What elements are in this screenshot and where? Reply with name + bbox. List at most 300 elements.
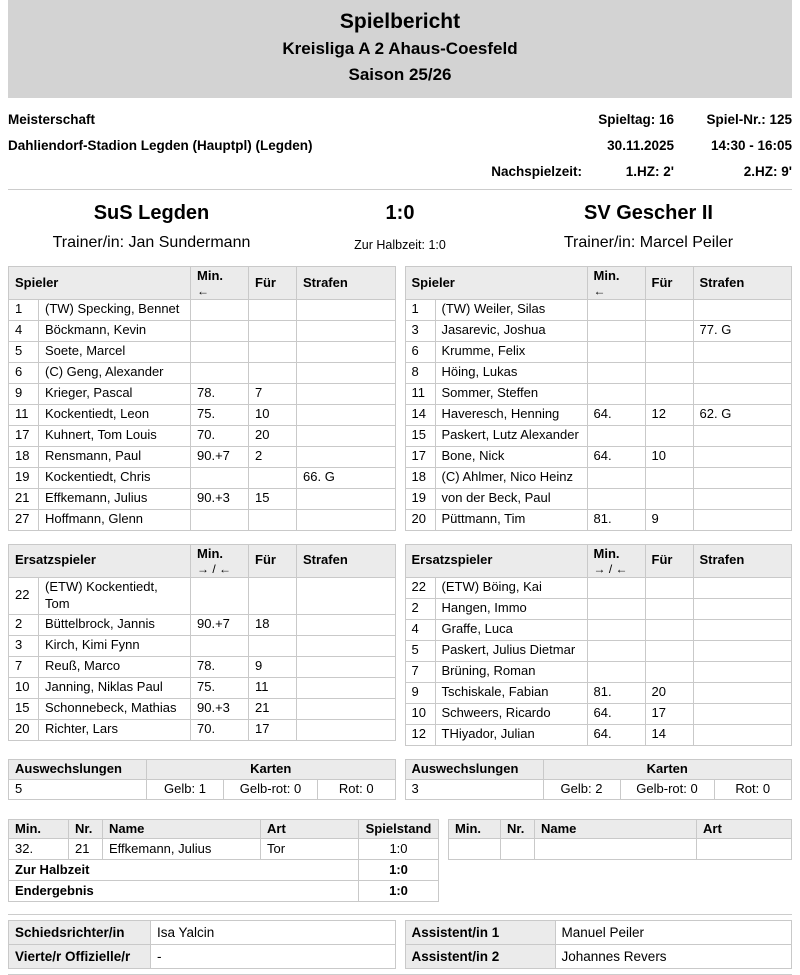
cell-strafen: [297, 362, 395, 383]
table-row: [405, 640, 792, 661]
cell-strafen: 77. G: [693, 320, 791, 341]
yellow-red-cards: Gelb-rot: 0: [224, 779, 318, 799]
match-score: 1:0: [385, 202, 415, 224]
match-number-label: Spiel-Nr.: 125: [706, 112, 792, 127]
match-info-left: [8, 107, 312, 185]
cell-name: [535, 839, 697, 860]
sub-inout-arrows-icon: → / ←: [593, 561, 628, 576]
date-row: [491, 133, 792, 159]
fourth-official-name: -: [151, 945, 396, 969]
cell-min: 70.: [191, 425, 249, 446]
min-label: Min.: [197, 268, 224, 283]
table-row: [9, 509, 396, 530]
cell-nr: 15: [405, 425, 435, 446]
match-time: 14:30 - 16:05: [710, 138, 792, 153]
cell-fuer: [249, 341, 297, 362]
halftime-score: Zur Halbzeit: 1:0: [354, 238, 446, 252]
min-label: Min.: [593, 268, 620, 283]
cell-min: [587, 425, 645, 446]
cell-name: Tschiskale, Fabian: [435, 682, 587, 703]
cell-name: Paskert, Lutz Alexander: [435, 425, 587, 446]
cell-nr: 22: [9, 577, 39, 614]
cell-name: Kuhnert, Tom Louis: [39, 425, 191, 446]
cell-fuer: 17: [249, 719, 297, 740]
final-result-row: [9, 881, 439, 902]
final-result-label: Endergebnis: [9, 881, 359, 902]
cell-min: 64.: [587, 703, 645, 724]
cell-min: 81.: [587, 682, 645, 703]
table-row: [9, 921, 396, 945]
goal-name-header: Name: [535, 819, 697, 839]
cell-strafen: [693, 577, 792, 598]
cell-art: Tor: [261, 839, 359, 860]
fourth-official-label: Vierte/r Offizielle/r: [9, 945, 151, 969]
cell-name: Büttelbrock, Jannis: [39, 614, 191, 635]
cell-fuer: [645, 488, 693, 509]
match-date: 30.11.2025: [607, 138, 674, 153]
table-row: [9, 677, 396, 698]
table-row: [9, 635, 396, 656]
cell-nr: 14: [405, 404, 435, 425]
substitutions-count: 3: [405, 779, 543, 799]
cell-strafen: [693, 383, 791, 404]
cell-nr: [501, 839, 535, 860]
cell-name: (ETW) Kockentiedt, Tom: [39, 577, 191, 614]
cell-strafen: [297, 299, 395, 320]
table-row: [405, 945, 792, 969]
cell-name: Bone, Nick: [435, 446, 587, 467]
cell-fuer: [645, 661, 693, 682]
goal-nr-header: Nr.: [69, 819, 103, 839]
cell-fuer: 11: [249, 677, 297, 698]
cell-fuer: [645, 598, 693, 619]
table-row: [9, 698, 396, 719]
cell-min: [587, 299, 645, 320]
cell-min: [587, 383, 645, 404]
cell-fuer: [249, 320, 297, 341]
cell-name: (ETW) Böing, Kai: [435, 577, 587, 598]
fuer-column-header: Für: [249, 267, 297, 300]
cell-strafen: [297, 635, 396, 656]
cell-strafen: [693, 509, 791, 530]
table-row: [405, 488, 792, 509]
table-row: [405, 619, 792, 640]
cell-nr: 4: [405, 619, 435, 640]
cell-min: [587, 467, 645, 488]
table-header-row: [449, 819, 792, 839]
strafen-column-header: Strafen: [693, 544, 792, 577]
cell-min: [191, 467, 249, 488]
cell-fuer: [645, 640, 693, 661]
cell-name: Paskert, Julius Dietmar: [435, 640, 587, 661]
cell-strafen: [297, 509, 395, 530]
substitutions-header: Auswechslungen: [405, 759, 543, 779]
home-goals-table: [8, 819, 439, 903]
strafen-column-header: Strafen: [693, 267, 791, 300]
cell-strafen: [297, 656, 396, 677]
table-row: [405, 577, 792, 598]
sub-out-arrow-icon: ←: [197, 283, 210, 298]
substitutions-header: Auswechslungen: [9, 759, 147, 779]
cell-name: Soete, Marcel: [39, 341, 191, 362]
match-info: [8, 107, 792, 185]
cell-min: 75.: [191, 677, 249, 698]
halftime-row: [9, 860, 439, 881]
cell-name: Schonnebeck, Mathias: [39, 698, 191, 719]
min-label: Min.: [197, 545, 223, 561]
cell-nr: 3: [405, 320, 435, 341]
goal-art-header: Art: [697, 819, 792, 839]
assistant1-label: Assistent/in 1: [405, 921, 555, 945]
table-row: [405, 467, 792, 488]
divider-top: [8, 189, 792, 190]
cell-min: [587, 488, 645, 509]
teams-score-section: [8, 200, 792, 252]
cell-fuer: [249, 577, 297, 614]
cell-min: 78.: [191, 383, 249, 404]
goal-min-header: Min.: [9, 819, 69, 839]
cell-strafen: [297, 677, 396, 698]
cell-strafen: [693, 362, 791, 383]
players-column-header: Spieler: [9, 267, 191, 300]
cell-min: [191, 362, 249, 383]
min-column-header: [587, 267, 645, 300]
cell-fuer: 7: [249, 383, 297, 404]
cell-nr: 18: [405, 467, 435, 488]
cell-nr: 19: [405, 488, 435, 509]
assistant2-label: Assistent/in 2: [405, 945, 555, 969]
strafen-column-header: Strafen: [297, 267, 395, 300]
cell-nr: 11: [405, 383, 435, 404]
cell-name: Krumme, Felix: [435, 341, 587, 362]
cell-min: [587, 661, 645, 682]
cell-min: [191, 299, 249, 320]
substitutes-section: [8, 544, 792, 746]
min-label: Min.: [593, 545, 620, 561]
cell-nr: 9: [405, 682, 435, 703]
red-cards: Rot: 0: [318, 779, 396, 799]
cell-min: 90.+3: [191, 698, 249, 719]
cell-nr: 20: [9, 719, 39, 740]
cell-fuer: [645, 341, 693, 362]
cell-fuer: [249, 299, 297, 320]
cell-nr: 12: [405, 724, 435, 745]
cell-strafen: [297, 446, 395, 467]
cell-name: Püttmann, Tim: [435, 509, 587, 530]
cards-header: Karten: [147, 759, 396, 779]
goal-min-header: Min.: [449, 819, 501, 839]
cell-nr: 11: [9, 404, 39, 425]
cell-nr: 5: [9, 341, 39, 362]
cell-nr: 6: [405, 341, 435, 362]
cell-fuer: 15: [249, 488, 297, 509]
cell-name: Kirch, Kimi Fynn: [39, 635, 191, 656]
table-header-row: [9, 267, 396, 300]
away-starters-body: [405, 299, 792, 530]
table-header-row: [405, 759, 792, 779]
home-subs-body: [9, 577, 396, 740]
cell-fuer: 18: [249, 614, 297, 635]
cell-nr: 19: [9, 467, 39, 488]
cell-name: (TW) Specking, Bennet: [39, 299, 191, 320]
cell-fuer: 12: [645, 404, 693, 425]
table-row: [405, 446, 792, 467]
table-row: [405, 341, 792, 362]
table-row: [405, 703, 792, 724]
cell-min: 75.: [191, 404, 249, 425]
cell-nr: 6: [9, 362, 39, 383]
cell-nr: 8: [405, 362, 435, 383]
goals-section: [8, 819, 792, 903]
cell-fuer: 17: [645, 703, 693, 724]
halftime-value: 1:0: [359, 860, 439, 881]
cell-name: Kockentiedt, Leon: [39, 404, 191, 425]
table-row: [9, 577, 396, 614]
cell-fuer: [645, 320, 693, 341]
referee-label: Schiedsrichter/in: [9, 921, 151, 945]
home-starters-body: [9, 299, 396, 530]
matchday-label: Spieltag: 16: [598, 112, 674, 127]
cell-nr: 22: [405, 577, 435, 598]
fuer-column-header: Für: [645, 544, 693, 577]
goal-name-header: Name: [103, 819, 261, 839]
table-row: [9, 362, 396, 383]
league-name: Kreisliga A 2 Ahaus-Coesfeld: [282, 39, 518, 58]
halftime-label: Zur Halbzeit: [9, 860, 359, 881]
referee-name: Isa Yalcin: [151, 921, 396, 945]
report-banner: [8, 0, 792, 98]
cell-fuer: [249, 362, 297, 383]
cell-fuer: 20: [249, 425, 297, 446]
table-header-row: [405, 267, 792, 300]
cell-strafen: [693, 598, 792, 619]
cell-min: 32.: [9, 839, 69, 860]
cell-strafen: [297, 614, 396, 635]
cell-fuer: 9: [249, 656, 297, 677]
sub-inout-arrows-icon: → / ←: [197, 561, 232, 576]
cell-name: Krieger, Pascal: [39, 383, 191, 404]
cell-min: 81.: [587, 509, 645, 530]
cell-name: (C) Geng, Alexander: [39, 362, 191, 383]
cell-fuer: 20: [645, 682, 693, 703]
cell-strafen: [693, 341, 791, 362]
table-row: [9, 656, 396, 677]
cell-strafen: [693, 467, 791, 488]
table-row: [405, 320, 792, 341]
table-row: [9, 320, 396, 341]
cell-nr: 21: [9, 488, 39, 509]
table-header-row: [9, 819, 439, 839]
assistants-table: [405, 920, 793, 969]
cell-nr: 21: [69, 839, 103, 860]
cell-strafen: [297, 488, 395, 509]
cell-strafen: 66. G: [297, 467, 395, 488]
cell-name: Janning, Niklas Paul: [39, 677, 191, 698]
away-team-name: SV Gescher II: [584, 202, 713, 224]
cell-min: [587, 362, 645, 383]
home-goals-body: [9, 839, 439, 860]
cell-strafen: [693, 446, 791, 467]
match-info-right: [491, 107, 792, 185]
cell-nr: 17: [405, 446, 435, 467]
cell-nr: 10: [9, 677, 39, 698]
cell-nr: 7: [405, 661, 435, 682]
cell-nr: 2: [9, 614, 39, 635]
stats-section: [8, 759, 792, 800]
cell-name: Effkemann, Julius: [39, 488, 191, 509]
substitutions-count: 5: [9, 779, 147, 799]
cell-fuer: [645, 577, 693, 598]
cell-min: 70.: [191, 719, 249, 740]
min-column-header: [191, 544, 249, 577]
cell-strafen: 62. G: [693, 404, 791, 425]
away-trainer: Trainer/in: Marcel Peiler: [563, 234, 734, 251]
yellow-red-cards: Gelb-rot: 0: [620, 779, 714, 799]
cell-nr: 10: [405, 703, 435, 724]
cell-fuer: [645, 362, 693, 383]
cell-min: [587, 598, 645, 619]
home-trainer: Trainer/in: Jan Sundermann: [52, 234, 251, 251]
stoppage-hz1: 1.HZ: 2': [625, 164, 674, 179]
home-stats-table: [8, 759, 396, 800]
fuer-column-header: Für: [645, 267, 693, 300]
away-subs-body: [405, 577, 792, 745]
home-subs-table: [8, 544, 396, 741]
cell-fuer: 10: [249, 404, 297, 425]
matchday-row: [491, 107, 792, 133]
min-column-header: [191, 267, 249, 300]
cell-strafen: [297, 698, 396, 719]
table-row: [405, 779, 792, 799]
cell-min: [191, 320, 249, 341]
cell-min: [191, 509, 249, 530]
cell-strafen: [297, 404, 395, 425]
season-label: Saison 25/26: [348, 65, 452, 84]
cell-nr: 27: [9, 509, 39, 530]
cell-nr: 4: [9, 320, 39, 341]
cell-name: Böckmann, Kevin: [39, 320, 191, 341]
cards-header: Karten: [543, 759, 792, 779]
table-row: [405, 425, 792, 446]
cell-min: 64.: [587, 404, 645, 425]
away-starters-table: [405, 266, 793, 531]
table-row: [9, 467, 396, 488]
cell-strafen: [297, 577, 396, 614]
table-header-row: [9, 759, 396, 779]
cell-strafen: [297, 341, 395, 362]
cell-name: Haveresch, Henning: [435, 404, 587, 425]
table-row: [9, 446, 396, 467]
cell-nr: 1: [9, 299, 39, 320]
cell-min: 78.: [191, 656, 249, 677]
table-row: [405, 598, 792, 619]
stoppage-hz2: 2.HZ: 9': [743, 164, 792, 179]
yellow-cards: Gelb: 2: [543, 779, 620, 799]
cell-min: [449, 839, 501, 860]
officials-section: [8, 920, 792, 969]
table-row: [9, 299, 396, 320]
cell-fuer: 9: [645, 509, 693, 530]
cell-name: THiyador, Julian: [435, 724, 587, 745]
subs-column-header: Ersatzspieler: [9, 544, 191, 577]
cell-fuer: [645, 467, 693, 488]
cell-strafen: [693, 724, 792, 745]
cell-min: [191, 577, 249, 614]
cell-name: Kockentiedt, Chris: [39, 467, 191, 488]
assistant1-name: Manuel Peiler: [555, 921, 792, 945]
table-row: [405, 404, 792, 425]
cell-min: [191, 341, 249, 362]
cell-name: Höing, Lukas: [435, 362, 587, 383]
table-row: [9, 341, 396, 362]
cell-name: Reuß, Marco: [39, 656, 191, 677]
cell-min: [587, 577, 645, 598]
cell-strafen: [297, 320, 395, 341]
table-row: [9, 839, 439, 860]
home-team-name: SuS Legden: [93, 202, 210, 224]
cell-nr: 17: [9, 425, 39, 446]
yellow-cards: Gelb: 1: [147, 779, 224, 799]
away-stats-table: [405, 759, 793, 800]
min-column-header: [587, 544, 645, 577]
cell-name: Brüning, Roman: [435, 661, 587, 682]
table-row: [9, 614, 396, 635]
table-row: [405, 682, 792, 703]
cell-fuer: 2: [249, 446, 297, 467]
cell-fuer: [249, 635, 297, 656]
cell-strafen: [297, 425, 395, 446]
cell-nr: 7: [9, 656, 39, 677]
table-row: [405, 362, 792, 383]
cell-name: Hoffmann, Glenn: [39, 509, 191, 530]
cell-min: [587, 320, 645, 341]
cell-strafen: [693, 425, 791, 446]
cell-strafen: [693, 299, 791, 320]
cell-fuer: 10: [645, 446, 693, 467]
home-starters-table: [8, 266, 396, 531]
table-row: [9, 425, 396, 446]
table-row: [405, 921, 792, 945]
assistant2-name: Johannes Revers: [555, 945, 792, 969]
stoppage-label: Nachspielzeit:: [491, 164, 582, 179]
cell-fuer: [249, 467, 297, 488]
report-title: Spielbericht: [339, 10, 461, 33]
players-column-header: Spieler: [405, 267, 587, 300]
cell-strafen: [693, 488, 791, 509]
cell-nr: 15: [9, 698, 39, 719]
competition-label: Meisterschaft: [8, 112, 96, 127]
cell-name: (TW) Weiler, Silas: [435, 299, 587, 320]
cell-strafen: [693, 661, 792, 682]
away-goals-body: [449, 839, 792, 860]
cell-min: [587, 640, 645, 661]
cell-strafen: [297, 719, 396, 740]
starters-section: [8, 266, 792, 531]
cell-name: Sommer, Steffen: [435, 383, 587, 404]
final-result-value: 1:0: [359, 881, 439, 902]
referee-table: [8, 920, 396, 969]
table-row: [9, 779, 396, 799]
cell-name: von der Beck, Paul: [435, 488, 587, 509]
cell-fuer: [645, 619, 693, 640]
cell-fuer: [645, 383, 693, 404]
cell-fuer: 21: [249, 698, 297, 719]
cell-strafen: [693, 703, 792, 724]
table-row: [405, 509, 792, 530]
cell-fuer: [645, 299, 693, 320]
cell-strafen: [693, 682, 792, 703]
table-row: [9, 404, 396, 425]
